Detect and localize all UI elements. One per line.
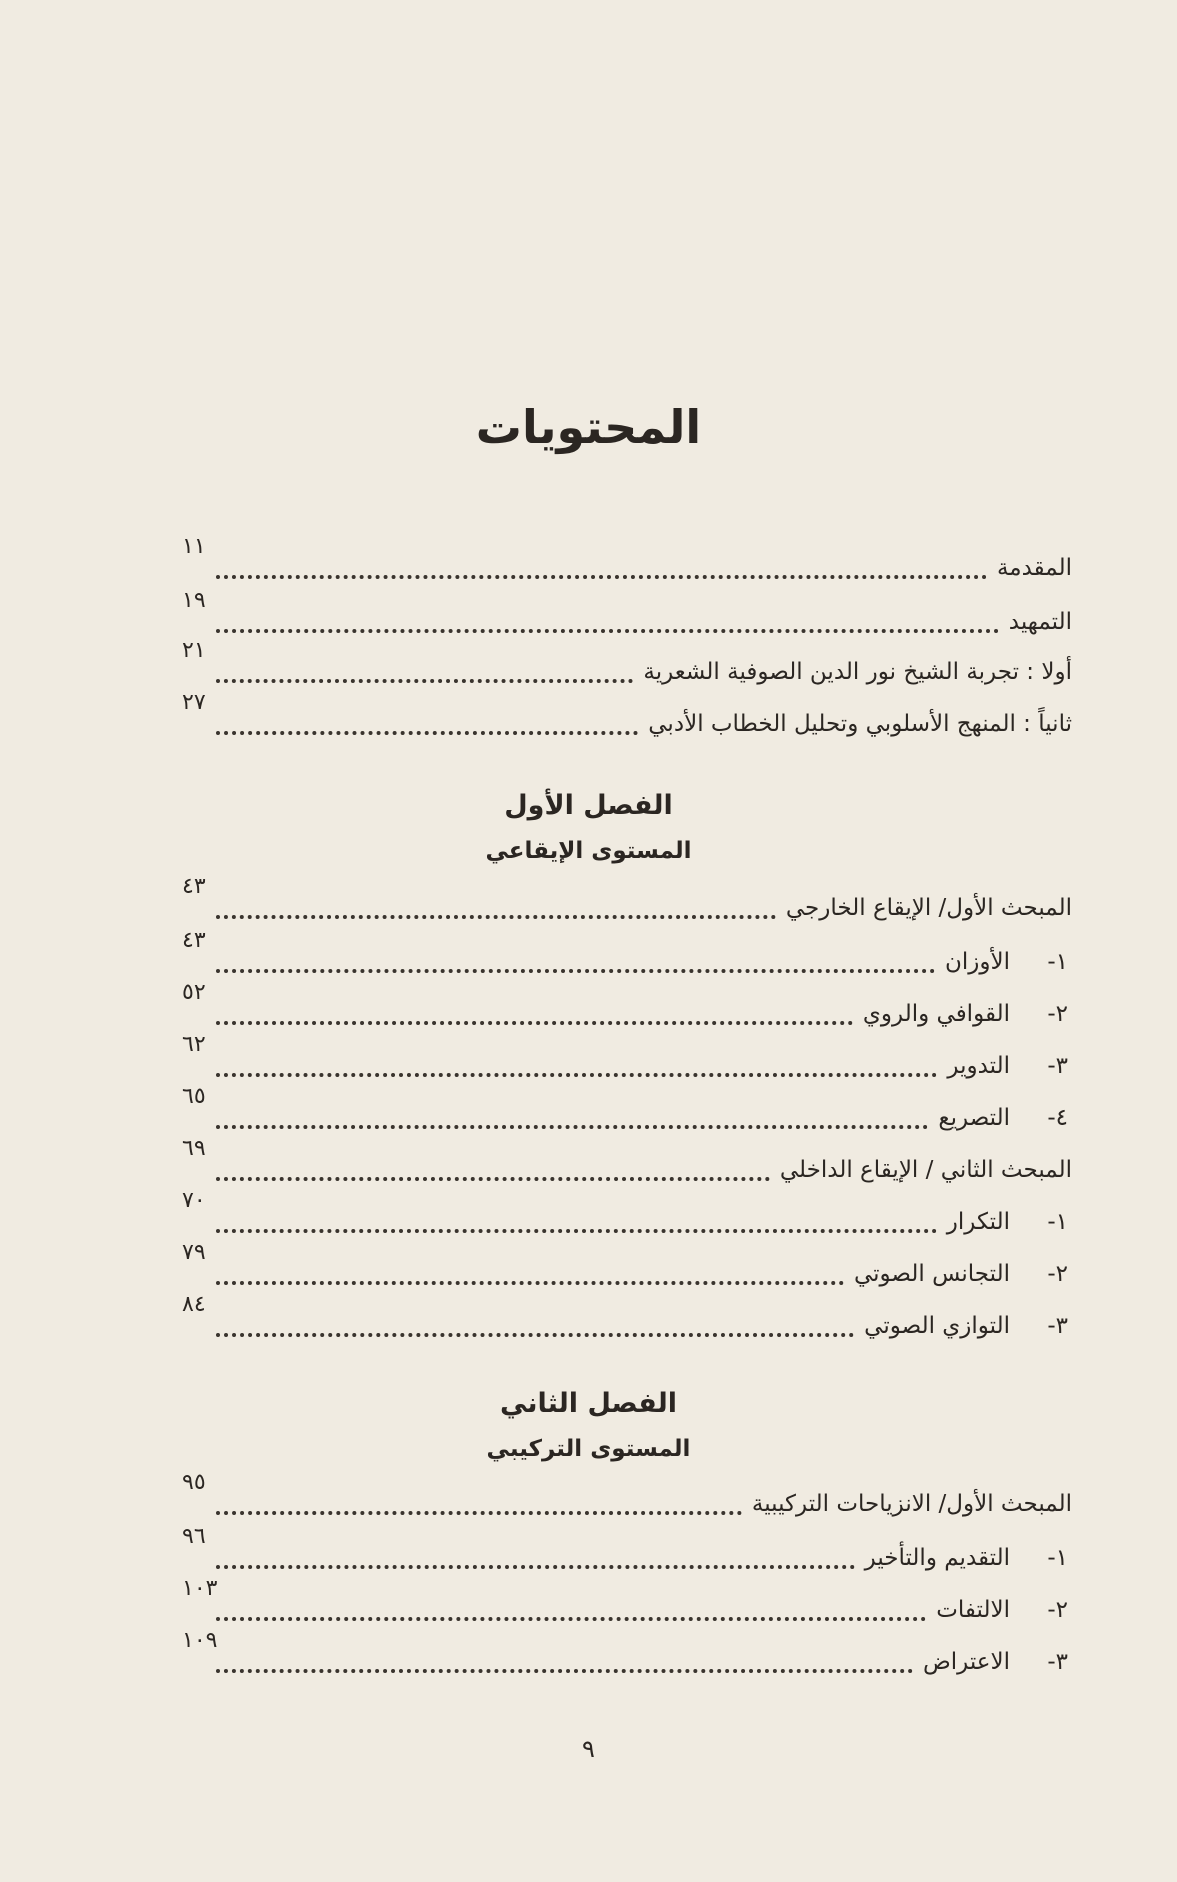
toc-entry-label <box>844 1254 1072 1294</box>
toc-page-number: ٤٣ <box>182 928 206 953</box>
dot-leader <box>216 915 776 919</box>
toc-entry-label <box>770 1150 1072 1190</box>
toc-entry <box>182 690 1072 744</box>
toc-entry-label <box>742 1484 1072 1524</box>
toc-page-number: ٦٥ <box>182 1084 206 1109</box>
toc-entry <box>182 1084 1072 1138</box>
toc-entry-text: الاعتراض <box>922 1649 1010 1675</box>
toc-entry-text: التصريع <box>938 1105 1010 1131</box>
dot-leader <box>216 1229 937 1233</box>
dot-leader <box>216 1669 913 1673</box>
toc-entry-label <box>776 888 1072 928</box>
dot-leader <box>216 1333 854 1337</box>
toc-page-number: ٦٢ <box>182 1032 206 1057</box>
toc-entry-label <box>913 1642 1072 1682</box>
item-number: ١- <box>1047 1209 1068 1235</box>
toc-page-number: ٥٢ <box>182 980 206 1005</box>
toc-entry <box>182 1292 1072 1346</box>
toc-page-number: ٤٣ <box>182 874 206 899</box>
toc-entry <box>182 1240 1072 1294</box>
toc-entry-text: الالتفات <box>936 1597 1010 1623</box>
dot-leader <box>216 629 999 633</box>
item-number: ٣- <box>1047 1649 1068 1675</box>
toc-entry <box>182 638 1072 692</box>
toc-entry-text: القوافي والروي <box>862 1001 1010 1027</box>
toc-page-number: ١٠٣ <box>182 1576 218 1601</box>
toc-page-number: ٢١ <box>182 638 206 663</box>
toc-page-number: ٢٧ <box>182 690 206 715</box>
toc-entry-label <box>928 1098 1072 1138</box>
toc-entry <box>182 1188 1072 1242</box>
toc-page-number: ٧٩ <box>182 1240 206 1265</box>
toc-entry-label: المقدمة <box>996 555 1072 581</box>
item-number: ٢- <box>1047 1597 1068 1623</box>
toc-entry-label <box>937 1046 1072 1086</box>
item-number: ٣- <box>1047 1053 1068 1079</box>
dot-leader <box>216 1125 928 1129</box>
toc-entry-label: التمهيد <box>1008 609 1072 635</box>
toc-entry-label: ثانياً : المنهج الأسلوبي وتحليل الخطاب الأدبي <box>648 711 1072 737</box>
toc-entry-text: المبحث الأول/ الانزياحات التركيبية <box>751 1491 1072 1517</box>
toc-entry-label: أولا : تجربة الشيخ نور الدين الصوفية الشعرية <box>643 659 1072 685</box>
page-title: المحتويات <box>475 400 702 454</box>
dot-leader <box>216 969 935 973</box>
chapter-subheading: المستوى التركيبي <box>486 1436 691 1462</box>
toc-entry-text: المبحث الأول/ الإيقاع الخارجي <box>785 895 1072 921</box>
toc-entry-text: التدوير <box>947 1053 1010 1079</box>
toc-entry-text: التجانس الصوتي <box>853 1261 1010 1287</box>
item-number: ٤- <box>1047 1105 1068 1131</box>
toc-page-number: ١١ <box>182 534 206 559</box>
toc-entry <box>182 874 1072 928</box>
toc-page-number: ٦٩ <box>182 1136 206 1161</box>
toc-entry <box>182 534 1072 588</box>
dot-leader <box>216 731 638 735</box>
toc-entry <box>182 1576 1072 1630</box>
toc-page-number: ١٩ <box>182 588 206 613</box>
dot-leader <box>216 1511 742 1515</box>
toc-entry-text: التقديم والتأخير <box>864 1545 1010 1571</box>
dot-leader <box>216 1617 926 1621</box>
dot-leader <box>216 1073 937 1077</box>
item-number: ١- <box>1047 1545 1068 1571</box>
toc-entry <box>182 1032 1072 1086</box>
toc-entry-label <box>937 1202 1072 1242</box>
toc-entry <box>182 1470 1072 1524</box>
dot-leader <box>216 575 987 579</box>
chapter-heading: الفصل الأول <box>504 790 673 821</box>
toc-entry <box>182 1628 1072 1682</box>
item-number: ٢- <box>1047 1001 1068 1027</box>
toc-entry <box>182 980 1072 1034</box>
toc-page-number: ١٠٩ <box>182 1628 218 1653</box>
toc-entry-label <box>855 1538 1072 1578</box>
chapter-subheading: المستوى الإيقاعي <box>485 838 692 864</box>
item-number: ١- <box>1047 949 1068 975</box>
toc-entry-label <box>926 1590 1072 1630</box>
item-number: ٣- <box>1047 1313 1068 1339</box>
chapter-heading: الفصل الثاني <box>500 1388 677 1419</box>
toc-entry-text: التوازي الصوتي <box>864 1313 1010 1339</box>
toc-entry-text: المبحث الثاني / الإيقاع الداخلي <box>779 1157 1072 1183</box>
toc-entry <box>182 928 1072 982</box>
toc-page-number: ٨٤ <box>182 1292 206 1317</box>
dot-leader <box>216 1021 853 1025</box>
toc-entry-text: الأوزان <box>944 949 1010 975</box>
toc-entry <box>182 588 1072 642</box>
toc-entry-text: التكرار <box>946 1209 1010 1235</box>
item-number: ٢- <box>1047 1261 1068 1287</box>
dot-leader <box>216 1177 770 1181</box>
toc-page-number: ٩٦ <box>182 1524 206 1549</box>
dot-leader <box>216 679 633 683</box>
toc-entry <box>182 1524 1072 1578</box>
toc-entry-label <box>854 1306 1072 1346</box>
page-number-footer: ٩ <box>582 1735 595 1763</box>
dot-leader <box>216 1565 855 1569</box>
toc-page-number: ٩٥ <box>182 1470 206 1495</box>
toc-entry-label <box>935 942 1072 982</box>
dot-leader <box>216 1281 844 1285</box>
toc-entry <box>182 1136 1072 1190</box>
toc-entry-label <box>853 994 1072 1034</box>
toc-page-number: ٧٠ <box>182 1188 206 1213</box>
